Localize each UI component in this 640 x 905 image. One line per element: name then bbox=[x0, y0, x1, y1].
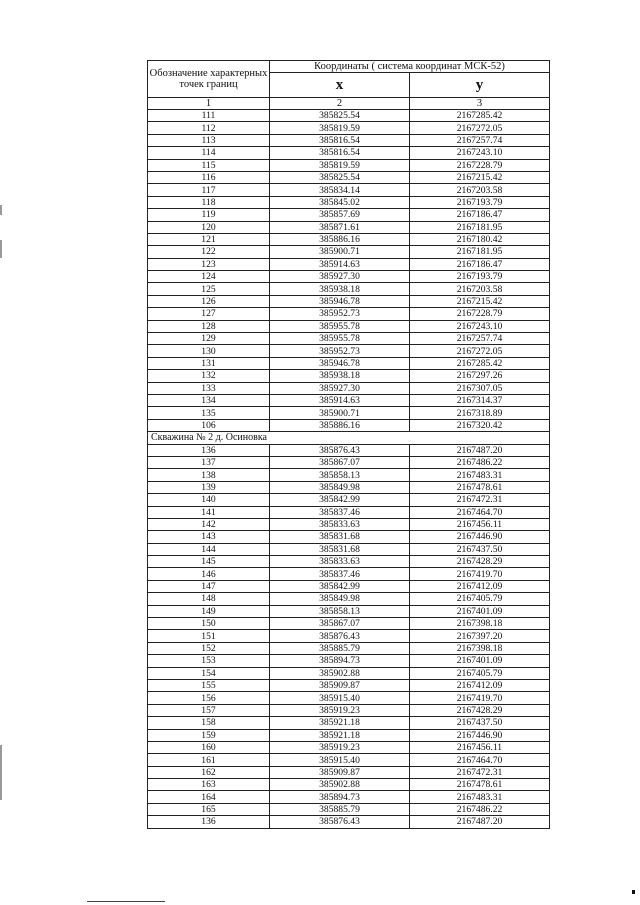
x-coordinate-cell: 385952.73 bbox=[270, 308, 410, 320]
table-body-first-block bbox=[148, 110, 550, 432]
point-id-cell: 123 bbox=[148, 258, 270, 270]
point-id-cell: 122 bbox=[148, 246, 270, 258]
point-id-cell: 151 bbox=[148, 630, 270, 642]
table-row bbox=[148, 134, 550, 146]
table-row bbox=[148, 655, 550, 667]
table-row bbox=[148, 642, 550, 654]
coordinates-system-header: Координаты ( система координат МСК-52) bbox=[270, 61, 550, 73]
x-coordinate-cell: 385921.18 bbox=[270, 729, 410, 741]
point-id-cell: 112 bbox=[148, 122, 270, 134]
table-row bbox=[148, 469, 550, 481]
x-coordinate-cell: 385842.99 bbox=[270, 494, 410, 506]
point-id-cell: 131 bbox=[148, 357, 270, 369]
y-coordinate-cell: 2167272.05 bbox=[410, 345, 550, 357]
y-coordinate-cell: 2167446.90 bbox=[410, 729, 550, 741]
y-coordinate-cell: 2167257.74 bbox=[410, 134, 550, 146]
x-coordinate-cell: 385831.68 bbox=[270, 543, 410, 555]
table-row bbox=[148, 481, 550, 493]
point-id-cell: 141 bbox=[148, 506, 270, 518]
x-coordinate-cell: 385946.78 bbox=[270, 295, 410, 307]
y-coordinate-cell: 2167228.79 bbox=[410, 159, 550, 171]
table-row bbox=[148, 382, 550, 394]
y-coordinate-cell: 2167398.18 bbox=[410, 642, 550, 654]
table-row bbox=[148, 494, 550, 506]
left-margin-mark bbox=[0, 745, 2, 800]
y-coordinate-cell: 2167487.20 bbox=[410, 816, 550, 828]
x-coordinate-cell: 385952.73 bbox=[270, 345, 410, 357]
table-row bbox=[148, 110, 550, 122]
x-coordinate-cell: 385834.14 bbox=[270, 184, 410, 196]
y-coordinate-cell: 2167203.58 bbox=[410, 283, 550, 295]
y-coordinate-cell: 2167203.58 bbox=[410, 184, 550, 196]
table-row bbox=[148, 308, 550, 320]
table-row bbox=[148, 246, 550, 258]
table-row bbox=[148, 630, 550, 642]
table-row bbox=[148, 803, 550, 815]
table-row bbox=[148, 370, 550, 382]
table-row bbox=[148, 791, 550, 803]
x-coordinate-cell: 385876.43 bbox=[270, 444, 410, 456]
left-margin-mark bbox=[0, 205, 2, 215]
point-id-cell: 145 bbox=[148, 556, 270, 568]
x-coordinate-cell: 385955.78 bbox=[270, 333, 410, 345]
y-coordinate-cell: 2167437.50 bbox=[410, 717, 550, 729]
point-id-cell: 161 bbox=[148, 754, 270, 766]
y-coordinate-cell: 2167405.79 bbox=[410, 667, 550, 679]
table-row bbox=[148, 171, 550, 183]
table-row bbox=[148, 816, 550, 828]
x-coordinate-cell: 385885.79 bbox=[270, 642, 410, 654]
column-number-2: 2 bbox=[270, 98, 410, 110]
point-id-cell: 165 bbox=[148, 803, 270, 815]
table-row bbox=[148, 333, 550, 345]
table-row bbox=[148, 779, 550, 791]
y-coordinate-cell: 2167486.22 bbox=[410, 803, 550, 815]
x-coordinate-cell: 385867.07 bbox=[270, 618, 410, 630]
x-coordinate-cell: 385876.43 bbox=[270, 816, 410, 828]
y-coordinate-cell: 2167464.70 bbox=[410, 754, 550, 766]
y-coordinate-cell: 2167181.95 bbox=[410, 221, 550, 233]
x-coordinate-cell: 385886.16 bbox=[270, 419, 410, 431]
point-id-cell: 150 bbox=[148, 618, 270, 630]
section-row bbox=[148, 432, 550, 444]
y-coordinate-cell: 2167318.89 bbox=[410, 407, 550, 419]
point-id-cell: 127 bbox=[148, 308, 270, 320]
x-coordinate-cell: 385900.71 bbox=[270, 246, 410, 258]
y-coordinate-cell: 2167486.22 bbox=[410, 456, 550, 468]
point-id-cell: 118 bbox=[148, 196, 270, 208]
x-coordinate-cell: 385915.40 bbox=[270, 754, 410, 766]
x-coordinate-cell: 385946.78 bbox=[270, 357, 410, 369]
y-coordinate-cell: 2167181.95 bbox=[410, 246, 550, 258]
y-coordinate-cell: 2167456.11 bbox=[410, 741, 550, 753]
point-id-cell: 159 bbox=[148, 729, 270, 741]
table-row bbox=[148, 271, 550, 283]
x-coordinate-cell: 385900.71 bbox=[270, 407, 410, 419]
x-coordinate-cell: 385849.98 bbox=[270, 481, 410, 493]
table-row bbox=[148, 568, 550, 580]
x-coordinate-cell: 385919.23 bbox=[270, 741, 410, 753]
table-row bbox=[148, 196, 550, 208]
section-title: Скважина № 2 д. Осиновка bbox=[148, 432, 550, 444]
point-id-cell: 120 bbox=[148, 221, 270, 233]
x-coordinate-cell: 385921.18 bbox=[270, 717, 410, 729]
y-coordinate-cell: 2167180.42 bbox=[410, 233, 550, 245]
x-coordinate-cell: 385825.54 bbox=[270, 171, 410, 183]
table-row bbox=[148, 543, 550, 555]
point-id-cell: 143 bbox=[148, 531, 270, 543]
table-row bbox=[148, 147, 550, 159]
y-coordinate-cell: 2167478.61 bbox=[410, 779, 550, 791]
x-coordinate-cell: 385938.18 bbox=[270, 370, 410, 382]
column-number-3: 3 bbox=[410, 98, 550, 110]
point-id-cell: 138 bbox=[148, 469, 270, 481]
y-coordinate-cell: 2167478.61 bbox=[410, 481, 550, 493]
y-coordinate-cell: 2167398.18 bbox=[410, 618, 550, 630]
table-row bbox=[148, 184, 550, 196]
point-id-cell: 124 bbox=[148, 271, 270, 283]
x-coordinate-cell: 385837.46 bbox=[270, 568, 410, 580]
y-coordinate-cell: 2167428.29 bbox=[410, 704, 550, 716]
point-id-cell: 115 bbox=[148, 159, 270, 171]
y-coordinate-cell: 2167487.20 bbox=[410, 444, 550, 456]
y-coordinate-cell: 2167186.47 bbox=[410, 258, 550, 270]
table-row bbox=[148, 618, 550, 630]
coordinates-table bbox=[147, 60, 550, 829]
point-id-cell: 106 bbox=[148, 419, 270, 431]
points-column-header: Обозначение характерных точек границ bbox=[148, 61, 270, 98]
x-coordinate-cell: 385927.30 bbox=[270, 382, 410, 394]
table-body-second-block bbox=[148, 444, 550, 828]
point-id-cell: 135 bbox=[148, 407, 270, 419]
point-id-cell: 133 bbox=[148, 382, 270, 394]
x-coordinate-cell: 385915.40 bbox=[270, 692, 410, 704]
point-id-cell: 148 bbox=[148, 593, 270, 605]
y-coordinate-cell: 2167243.10 bbox=[410, 320, 550, 332]
y-coordinate-cell: 2167412.09 bbox=[410, 679, 550, 691]
point-id-cell: 142 bbox=[148, 518, 270, 530]
y-column-header: y bbox=[410, 73, 550, 98]
table-row bbox=[148, 394, 550, 406]
left-margin-mark bbox=[0, 240, 2, 258]
point-id-cell: 139 bbox=[148, 481, 270, 493]
x-coordinate-cell: 385858.13 bbox=[270, 605, 410, 617]
x-coordinate-cell: 385819.59 bbox=[270, 159, 410, 171]
table-row bbox=[148, 122, 550, 134]
y-coordinate-cell: 2167412.09 bbox=[410, 580, 550, 592]
point-id-cell: 111 bbox=[148, 110, 270, 122]
table-row bbox=[148, 159, 550, 171]
table-row bbox=[148, 692, 550, 704]
table-row bbox=[148, 209, 550, 221]
point-id-cell: 157 bbox=[148, 704, 270, 716]
point-id-cell: 160 bbox=[148, 741, 270, 753]
table-row bbox=[148, 754, 550, 766]
corner-dot bbox=[632, 890, 635, 894]
x-coordinate-cell: 385858.13 bbox=[270, 469, 410, 481]
x-coordinate-cell: 385831.68 bbox=[270, 531, 410, 543]
table-row bbox=[148, 717, 550, 729]
point-id-cell: 140 bbox=[148, 494, 270, 506]
point-id-cell: 155 bbox=[148, 679, 270, 691]
point-id-cell: 158 bbox=[148, 717, 270, 729]
y-coordinate-cell: 2167456.11 bbox=[410, 518, 550, 530]
y-coordinate-cell: 2167437.50 bbox=[410, 543, 550, 555]
point-id-cell: 154 bbox=[148, 667, 270, 679]
table-row bbox=[148, 667, 550, 679]
table-row bbox=[148, 221, 550, 233]
y-coordinate-cell: 2167397.20 bbox=[410, 630, 550, 642]
y-coordinate-cell: 2167228.79 bbox=[410, 308, 550, 320]
y-coordinate-cell: 2167464.70 bbox=[410, 506, 550, 518]
table-row bbox=[148, 283, 550, 295]
table-header bbox=[148, 61, 550, 110]
y-coordinate-cell: 2167215.42 bbox=[410, 295, 550, 307]
table-row bbox=[148, 580, 550, 592]
point-id-cell: 156 bbox=[148, 692, 270, 704]
table-row bbox=[148, 593, 550, 605]
x-coordinate-cell: 385894.73 bbox=[270, 655, 410, 667]
point-id-cell: 132 bbox=[148, 370, 270, 382]
x-coordinate-cell: 385833.63 bbox=[270, 518, 410, 530]
x-coordinate-cell: 385833.63 bbox=[270, 556, 410, 568]
point-id-cell: 119 bbox=[148, 209, 270, 221]
y-coordinate-cell: 2167272.05 bbox=[410, 122, 550, 134]
x-coordinate-cell: 385894.73 bbox=[270, 791, 410, 803]
x-coordinate-cell: 385845.02 bbox=[270, 196, 410, 208]
y-coordinate-cell: 2167257.74 bbox=[410, 333, 550, 345]
y-coordinate-cell: 2167320.42 bbox=[410, 419, 550, 431]
x-coordinate-cell: 385919.23 bbox=[270, 704, 410, 716]
point-id-cell: 153 bbox=[148, 655, 270, 667]
table-row bbox=[148, 258, 550, 270]
y-coordinate-cell: 2167186.47 bbox=[410, 209, 550, 221]
x-coordinate-cell: 385857.69 bbox=[270, 209, 410, 221]
point-id-cell: 162 bbox=[148, 766, 270, 778]
y-coordinate-cell: 2167472.31 bbox=[410, 494, 550, 506]
y-coordinate-cell: 2167215.42 bbox=[410, 171, 550, 183]
point-id-cell: 149 bbox=[148, 605, 270, 617]
y-coordinate-cell: 2167285.42 bbox=[410, 110, 550, 122]
x-coordinate-cell: 385927.30 bbox=[270, 271, 410, 283]
x-coordinate-cell: 385816.54 bbox=[270, 147, 410, 159]
point-id-cell: 136 bbox=[148, 444, 270, 456]
coordinates-document bbox=[147, 60, 549, 829]
x-coordinate-cell: 385837.46 bbox=[270, 506, 410, 518]
footer-line bbox=[87, 901, 165, 902]
y-coordinate-cell: 2167428.29 bbox=[410, 556, 550, 568]
table-row bbox=[148, 320, 550, 332]
x-coordinate-cell: 385902.88 bbox=[270, 779, 410, 791]
x-coordinate-cell: 385871.61 bbox=[270, 221, 410, 233]
table-row bbox=[148, 704, 550, 716]
x-coordinate-cell: 385849.98 bbox=[270, 593, 410, 605]
table-row bbox=[148, 295, 550, 307]
x-coordinate-cell: 385914.63 bbox=[270, 258, 410, 270]
point-id-cell: 126 bbox=[148, 295, 270, 307]
y-coordinate-cell: 2167243.10 bbox=[410, 147, 550, 159]
y-coordinate-cell: 2167193.79 bbox=[410, 196, 550, 208]
table-row bbox=[148, 679, 550, 691]
y-coordinate-cell: 2167401.09 bbox=[410, 655, 550, 667]
table-row bbox=[148, 456, 550, 468]
y-coordinate-cell: 2167419.70 bbox=[410, 692, 550, 704]
x-coordinate-cell: 385825.54 bbox=[270, 110, 410, 122]
table-row bbox=[148, 506, 550, 518]
point-id-cell: 146 bbox=[148, 568, 270, 580]
table-row bbox=[148, 345, 550, 357]
point-id-cell: 130 bbox=[148, 345, 270, 357]
point-id-cell: 113 bbox=[148, 134, 270, 146]
point-id-cell: 121 bbox=[148, 233, 270, 245]
table-row bbox=[148, 531, 550, 543]
table-row bbox=[148, 729, 550, 741]
point-id-cell: 116 bbox=[148, 171, 270, 183]
point-id-cell: 125 bbox=[148, 283, 270, 295]
x-coordinate-cell: 385842.99 bbox=[270, 580, 410, 592]
y-coordinate-cell: 2167405.79 bbox=[410, 593, 550, 605]
table-row bbox=[148, 741, 550, 753]
x-coordinate-cell: 385914.63 bbox=[270, 394, 410, 406]
x-coordinate-cell: 385819.59 bbox=[270, 122, 410, 134]
x-coordinate-cell: 385876.43 bbox=[270, 630, 410, 642]
y-coordinate-cell: 2167314.37 bbox=[410, 394, 550, 406]
table-row bbox=[148, 407, 550, 419]
point-id-cell: 117 bbox=[148, 184, 270, 196]
point-id-cell: 164 bbox=[148, 791, 270, 803]
x-coordinate-cell: 385867.07 bbox=[270, 456, 410, 468]
table-row bbox=[148, 766, 550, 778]
y-coordinate-cell: 2167419.70 bbox=[410, 568, 550, 580]
x-coordinate-cell: 385909.87 bbox=[270, 766, 410, 778]
table-row bbox=[148, 444, 550, 456]
x-coordinate-cell: 385902.88 bbox=[270, 667, 410, 679]
x-coordinate-cell: 385885.79 bbox=[270, 803, 410, 815]
x-coordinate-cell: 385886.16 bbox=[270, 233, 410, 245]
x-column-header: x bbox=[270, 73, 410, 98]
point-id-cell: 152 bbox=[148, 642, 270, 654]
table-row bbox=[148, 556, 550, 568]
point-id-cell: 114 bbox=[148, 147, 270, 159]
y-coordinate-cell: 2167193.79 bbox=[410, 271, 550, 283]
y-coordinate-cell: 2167483.31 bbox=[410, 469, 550, 481]
point-id-cell: 147 bbox=[148, 580, 270, 592]
y-coordinate-cell: 2167401.09 bbox=[410, 605, 550, 617]
point-id-cell: 137 bbox=[148, 456, 270, 468]
point-id-cell: 163 bbox=[148, 779, 270, 791]
table-row bbox=[148, 233, 550, 245]
x-coordinate-cell: 385816.54 bbox=[270, 134, 410, 146]
column-number-1: 1 bbox=[148, 98, 270, 110]
point-id-cell: 144 bbox=[148, 543, 270, 555]
point-id-cell: 134 bbox=[148, 394, 270, 406]
x-coordinate-cell: 385938.18 bbox=[270, 283, 410, 295]
point-id-cell: 129 bbox=[148, 333, 270, 345]
y-coordinate-cell: 2167483.31 bbox=[410, 791, 550, 803]
y-coordinate-cell: 2167297.26 bbox=[410, 370, 550, 382]
point-id-cell: 136 bbox=[148, 816, 270, 828]
y-coordinate-cell: 2167472.31 bbox=[410, 766, 550, 778]
y-coordinate-cell: 2167285.42 bbox=[410, 357, 550, 369]
section-row-group bbox=[148, 432, 550, 444]
table-row bbox=[148, 419, 550, 431]
y-coordinate-cell: 2167446.90 bbox=[410, 531, 550, 543]
table-row bbox=[148, 518, 550, 530]
point-id-cell: 128 bbox=[148, 320, 270, 332]
x-coordinate-cell: 385955.78 bbox=[270, 320, 410, 332]
table-row bbox=[148, 357, 550, 369]
y-coordinate-cell: 2167307.05 bbox=[410, 382, 550, 394]
x-coordinate-cell: 385909.87 bbox=[270, 679, 410, 691]
table-row bbox=[148, 605, 550, 617]
